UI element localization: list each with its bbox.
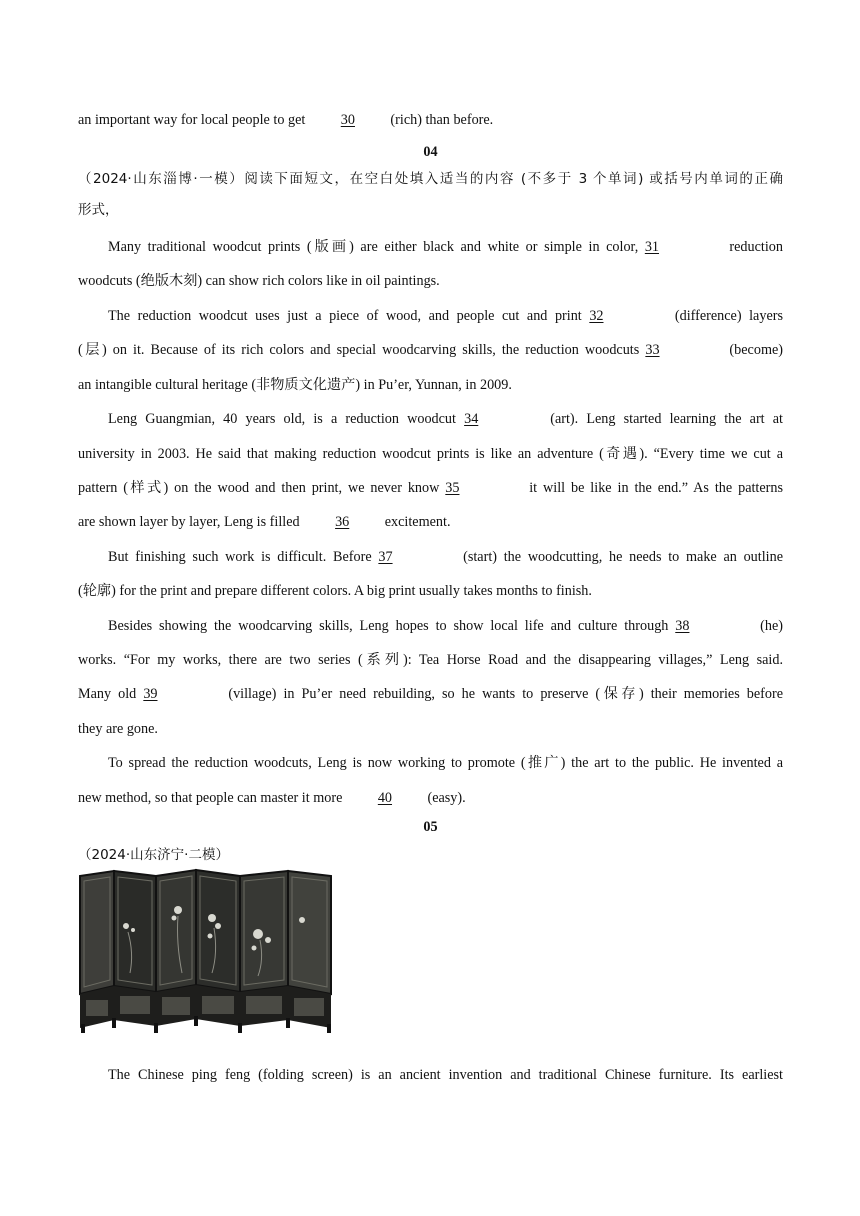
text-segment: (difference) layers (667, 308, 783, 324)
text-line (78, 237, 783, 257)
answer-blank[interactable]: 37 (378, 549, 393, 565)
text-line (78, 684, 783, 704)
text-segment: (层) on it. Because of its rich colors and special woodcarving skills, the reduction woodcuts (78, 342, 646, 358)
text-segment: university in 2003. He said that making reduction woodcut prints is like an adventure (奇遇). “Every time we cut a (78, 446, 783, 462)
text-segment: 05 (423, 819, 438, 835)
text-segment: (he) (753, 618, 783, 634)
text-line (78, 271, 783, 291)
answer-blank[interactable]: 36 (335, 514, 350, 530)
answer-blank[interactable]: 34 (464, 411, 479, 427)
text-line (78, 616, 783, 636)
text-segment: (art). Leng started learning the art at (542, 411, 783, 427)
text-segment: (rich) than before. (386, 112, 494, 128)
text-segment: woodcuts (绝版木刻) can show rich colors like in oil paintings. (78, 273, 440, 289)
text-line (78, 1065, 783, 1085)
answer-blank[interactable]: 40 (377, 790, 393, 806)
answer-blank[interactable]: 35 (445, 480, 460, 496)
text-line (78, 753, 783, 773)
text-segment: （2024·山东淄博·一模）阅读下面短文，在空白处填入适当的内容 (不多于 3 个单词) 或括号内单词的正确 (78, 171, 783, 187)
text-segment: are shown layer by layer, Leng is filled (78, 514, 304, 530)
text-line (78, 409, 783, 429)
text-line (78, 547, 783, 567)
text-line (78, 375, 783, 395)
text-segment: it will be like in the end.” As the patterns (523, 480, 784, 496)
text-segment: (start) the woodcutting, he needs to make an outline (456, 549, 783, 565)
text-segment: (轮廓) for the print and prepare different colors. A big print usually takes months to finish. (78, 583, 592, 599)
folding-screen-image (78, 868, 333, 1034)
text-segment: 形式， (78, 202, 119, 218)
answer-blank[interactable]: 38 (675, 618, 690, 634)
answer-blank[interactable]: 33 (645, 342, 660, 358)
text-segment: The Chinese ping feng (folding screen) is an ancient invention and traditional Chinese furniture. Its earliest (108, 1067, 783, 1083)
text-line (78, 142, 783, 162)
text-segment: an important way for local people to get (78, 112, 309, 128)
text-line (78, 444, 783, 464)
text-line (78, 845, 783, 865)
text-segment: The reduction woodcut uses just a piece of wood, and people cut and print (108, 308, 590, 324)
answer-blank[interactable]: 30 (340, 112, 355, 128)
text-segment: 04 (423, 144, 438, 160)
text-line (78, 200, 783, 220)
text-segment: But finishing such work is difficult. Before (108, 549, 379, 565)
text-line (78, 650, 783, 670)
text-line (78, 788, 783, 808)
text-segment: To spread the reduction woodcuts, Leng is now working to promote (推广) the art to the public. He invented a (108, 755, 783, 771)
text-segment: excitement. (381, 514, 451, 530)
answer-blank[interactable]: 32 (589, 308, 604, 324)
text-segment: works. “For my works, there are two series (系列): Tea Horse Road and the disappearing villages,” Leng said. (78, 652, 783, 668)
text-segment: (become) (723, 342, 783, 358)
text-line (78, 169, 783, 189)
text-line (78, 340, 783, 360)
text-segment: （2024·山东济宁·二模） (78, 847, 229, 863)
text-segment: (village) in Pu’er need rebuilding, so he wants to preserve (保存) their memories before (221, 686, 783, 702)
answer-blank[interactable]: 39 (143, 686, 158, 702)
text-segment: Leng Guangmian, 40 years old, is a reduction woodcut (108, 411, 465, 427)
text-line (78, 306, 783, 326)
text-segment: they are gone. (78, 721, 158, 737)
text-line (78, 719, 783, 739)
text-segment: reduction (722, 239, 783, 255)
text-segment: Many traditional woodcut prints (版画) are either black and white or simple in color, (108, 239, 645, 255)
text-line (78, 478, 783, 498)
text-segment: (easy). (423, 790, 466, 806)
text-line (78, 581, 783, 601)
text-segment: Many old (78, 686, 144, 702)
text-line (78, 817, 783, 837)
text-segment: an intangible cultural heritage (非物质文化遗产) in Pu’er, Yunnan, in 2009. (78, 377, 512, 393)
text-segment: new method, so that people can master it more (78, 790, 346, 806)
text-segment: Besides showing the woodcarving skills, Leng hopes to show local life and culture through (108, 618, 676, 634)
text-line (78, 110, 783, 130)
text-segment: pattern (样式) on the wood and then print, we never know (78, 480, 446, 496)
answer-blank[interactable]: 31 (644, 239, 660, 255)
text-line (78, 512, 783, 532)
